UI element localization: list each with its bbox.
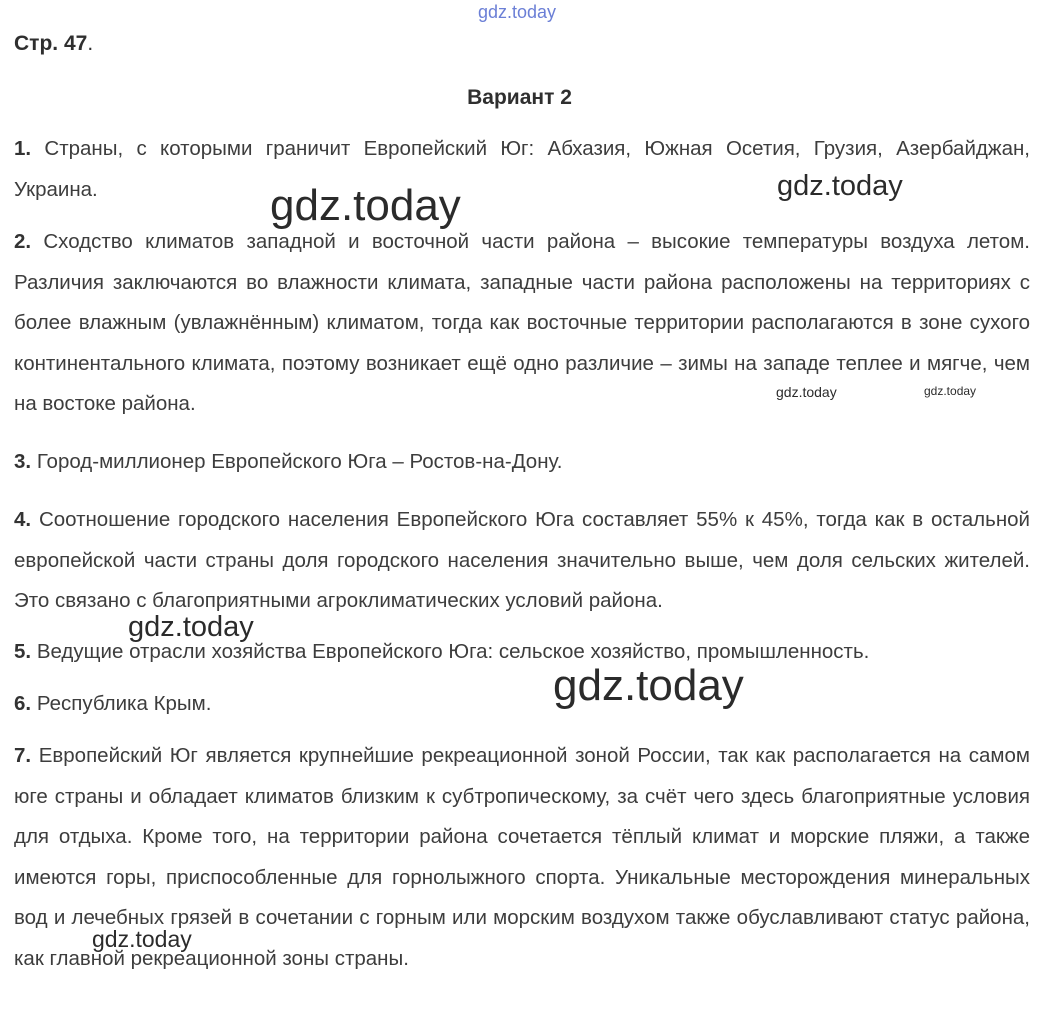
answer-number: 4. xyxy=(14,508,32,531)
watermark-medium: gdz.today xyxy=(92,926,192,952)
page-reference-period: . xyxy=(87,32,94,55)
variant-title: Вариант 2 xyxy=(467,86,572,109)
answer-number: 7. xyxy=(14,744,32,767)
answer-text: Город-миллионер Европейского Юга – Ростов-на-Дону. xyxy=(36,450,563,473)
answer-4 xyxy=(14,500,1030,622)
answer-number: 6. xyxy=(14,692,32,715)
answer-number: 3. xyxy=(14,450,32,473)
answer-number: 1. xyxy=(14,137,32,160)
watermark-medium: gdz.today xyxy=(777,170,903,202)
answer-text: Соотношение городского населения Европейского Юга составляет 55% к 45%, тогда как в остальной европейской части страны доля городского населения значительно выше, чем доля сельских жителей. Это связано с благоприятными агроклиматических условий района. xyxy=(14,508,1030,612)
answer-text: Ведущие отрасли хозяйства Европейского Юга: сельское хозяйство, промышленность. xyxy=(36,640,870,663)
answer-text: Страны, с которыми граничит Европейский Юг: Абхазия, Южная Осетия, Грузия, Азербайджан, Украина. xyxy=(14,137,1030,201)
answer-2 xyxy=(14,222,1030,425)
watermark-large: gdz.today xyxy=(270,181,461,230)
watermark-large: gdz.today xyxy=(553,661,744,710)
answer-3 xyxy=(14,442,1030,483)
answer-text: Сходство климатов западной и восточной части района – высокие температуры воздуха летом. Различия заключаются во влажности климата, западные части района расположены на территориях с более влажным (увлажнённым) климатом, тогда как восточные территории располагаются в зоне сухого континентального климата, поэтому возникает ещё одно различие – зимы на западе теплее и мягче, чем на востоке района. xyxy=(14,230,1030,415)
answer-number: 5. xyxy=(14,640,32,663)
page-reference-label: Стр. 47 xyxy=(14,32,88,55)
answer-6 xyxy=(14,684,1030,725)
page-reference xyxy=(14,32,93,56)
answer-text: Республика Крым. xyxy=(36,692,212,715)
watermark-small: gdz.today xyxy=(776,384,837,400)
watermark-small: gdz.today xyxy=(924,384,977,398)
watermark-top: gdz.today xyxy=(478,2,557,22)
answer-text: Европейский Юг является крупнейшие рекреационной зоной России, так как располагается на самом юге страны и обладает климатов близким к субтропическому, за счёт чего здесь благоприятные условия для отдыха. Кроме того, на территории района сочетается тёплый климат и морские пляжи, а также имеются горы, приспособленные для горнолыжного спорта. Уникальные месторождения минеральных вод и лечебных грязей в сочетании с горным или морским воздухом также обуславливают статус района, как главной рекреационной зоны страны. xyxy=(14,744,1030,970)
watermark-medium: gdz.today xyxy=(128,611,254,643)
answer-number: 2. xyxy=(14,230,32,253)
